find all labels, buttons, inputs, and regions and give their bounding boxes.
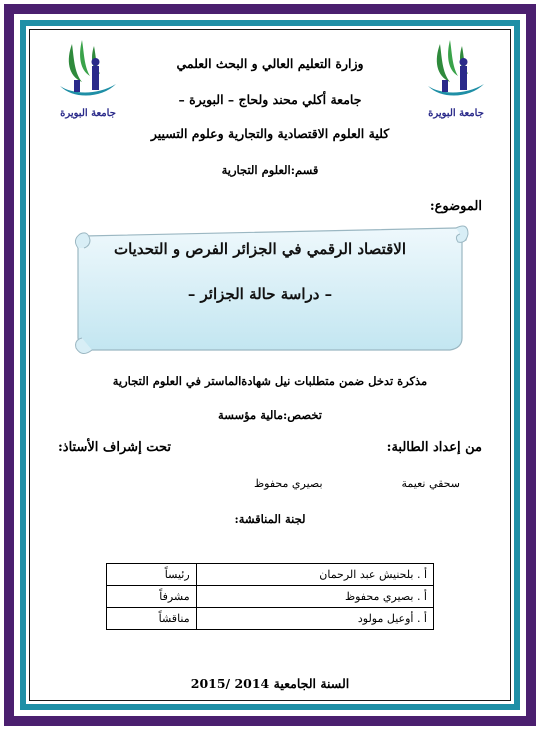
university-logo-right — [420, 36, 492, 124]
thesis-subtitle: – دراسة حالة الجزائر – — [187, 285, 333, 303]
department-name: قسم:العلوم التجارية — [221, 163, 319, 177]
student-label: من إعداد الطالبة: — [386, 440, 482, 455]
faculty-name: كلية العلوم الاقتصادية والتجارية وعلوم التسيير — [150, 126, 390, 141]
specialty: تخصص:مالية مؤسسة — [218, 408, 322, 422]
member-name: أ . بصيري محفوظ — [196, 586, 433, 608]
table-row — [107, 608, 434, 630]
member-role: رئيساً — [107, 564, 197, 586]
ministry-name: وزارة التعليم العالي و البحث العلمي — [176, 56, 364, 71]
member-role: مناقشاً — [107, 608, 197, 630]
table-row — [107, 586, 434, 608]
thesis-title: الاقتصاد الرقمي في الجزائر الفرص و التحديات — [113, 240, 407, 258]
degree-statement: مذكرة تدخل ضمن متطلبات نيل شهادةالماستر في العلوم التجارية — [112, 374, 428, 388]
university-logo-left — [52, 36, 124, 124]
member-name: أ . أوعيل مولود — [196, 608, 433, 630]
supervisor-name: بصيري محفوظ — [254, 477, 323, 490]
university-name: جامعة أكلي محند ولحاج – البويرة – — [178, 92, 362, 107]
committee-table — [106, 563, 434, 630]
student-name: سحقي نعيمة — [401, 477, 460, 490]
committee-label: لجنة المناقشة: — [234, 512, 306, 526]
subject-label: الموضوع: — [429, 199, 482, 214]
academic-year: السنة الجامعية 2014 /2015 — [190, 676, 350, 691]
table-row — [107, 564, 434, 586]
member-name: أ . بلحنيش عبد الرحمان — [196, 564, 433, 586]
supervisor-label: تحت إشراف الأستاذ: — [58, 440, 171, 455]
logo-caption: جامعة البويرة — [428, 108, 484, 119]
member-role: مشرفاً — [107, 586, 197, 608]
logo-caption: جامعة البويرة — [60, 108, 116, 119]
